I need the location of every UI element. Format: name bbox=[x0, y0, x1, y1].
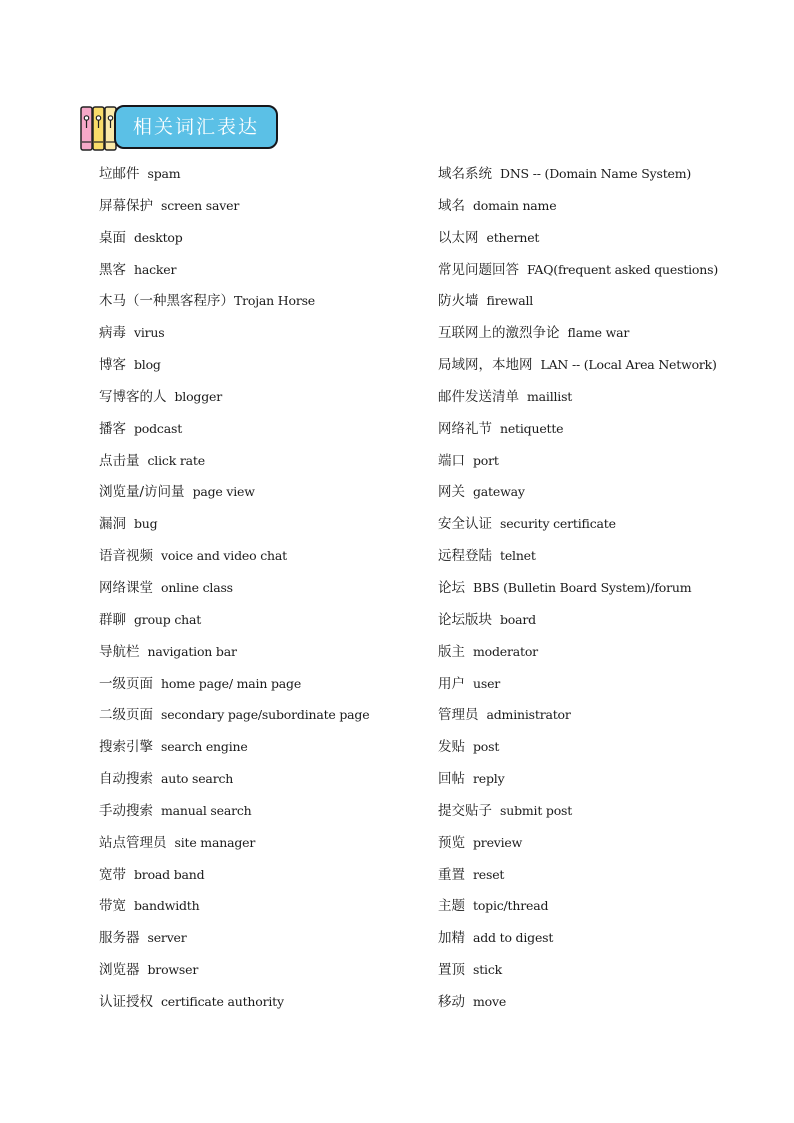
chinese-term: 语音视频 bbox=[99, 548, 153, 565]
chinese-term: 加精 bbox=[438, 930, 465, 947]
english-term: flame war bbox=[567, 325, 630, 341]
chinese-term: 一级页面 bbox=[99, 675, 153, 692]
vocab-row bbox=[438, 604, 768, 636]
vocab-row bbox=[99, 349, 429, 381]
chinese-term: 宽带 bbox=[99, 866, 126, 883]
english-term: broad band bbox=[134, 866, 205, 882]
english-term: secondary page/subordinate page bbox=[161, 707, 370, 723]
english-term: home page/ main page bbox=[161, 675, 302, 691]
vocab-row bbox=[99, 317, 429, 349]
english-term: telnet bbox=[500, 548, 536, 564]
chinese-term: 二级页面 bbox=[99, 707, 153, 724]
chinese-term: 局域网，本地网 bbox=[438, 357, 533, 374]
vocab-row bbox=[438, 445, 768, 477]
english-term: blog bbox=[134, 357, 161, 373]
vocab-row bbox=[438, 890, 768, 922]
chinese-term: 搜索引擎 bbox=[99, 739, 153, 756]
vocab-row bbox=[99, 636, 429, 668]
vocab-row bbox=[99, 508, 429, 540]
english-term: navigation bar bbox=[147, 643, 237, 659]
english-term: port bbox=[473, 452, 499, 468]
vocab-row bbox=[438, 508, 768, 540]
vocab-row bbox=[438, 572, 768, 604]
chinese-term: 防火墙 bbox=[438, 293, 479, 310]
english-term: bug bbox=[134, 516, 158, 532]
english-term: preview bbox=[473, 834, 523, 850]
vocab-row bbox=[99, 827, 429, 859]
english-term: browser bbox=[147, 962, 199, 978]
chinese-term: 置顶 bbox=[438, 962, 465, 979]
vocab-row bbox=[438, 381, 768, 413]
vocab-row bbox=[438, 254, 768, 286]
chinese-term: 网络礼节 bbox=[438, 420, 492, 437]
chinese-term: 回帖 bbox=[438, 771, 465, 788]
vocab-row bbox=[99, 699, 429, 731]
vocab-row bbox=[438, 954, 768, 986]
chinese-term: 预览 bbox=[438, 834, 465, 851]
vocab-row bbox=[99, 381, 429, 413]
vocab-row bbox=[99, 859, 429, 891]
vocab-row bbox=[99, 254, 429, 286]
english-term: administrator bbox=[486, 707, 571, 723]
chinese-term: 论坛 bbox=[438, 579, 465, 596]
chinese-term: 黑客 bbox=[99, 261, 126, 278]
english-term: add to digest bbox=[473, 930, 554, 946]
chinese-term: 移动 bbox=[438, 993, 465, 1010]
chinese-term: 桌面 bbox=[99, 229, 126, 246]
chinese-term: 服务器 bbox=[99, 930, 140, 947]
english-term: page view bbox=[192, 484, 255, 500]
chinese-term: 自动搜索 bbox=[99, 771, 153, 788]
english-term: hacker bbox=[134, 261, 177, 277]
chinese-term: 网络课堂 bbox=[99, 579, 153, 596]
chinese-term: 端口 bbox=[438, 452, 465, 469]
english-term: reset bbox=[473, 866, 505, 882]
vocab-row bbox=[99, 668, 429, 700]
section-header bbox=[80, 104, 280, 152]
vocab-row bbox=[438, 158, 768, 190]
english-term: auto search bbox=[161, 771, 234, 787]
english-term: user bbox=[473, 675, 501, 691]
vocab-row bbox=[99, 445, 429, 477]
chinese-term: 管理员 bbox=[438, 707, 479, 724]
english-term: ethernet bbox=[486, 229, 540, 245]
chinese-term: 常见问题回答 bbox=[438, 261, 519, 278]
chinese-term: 网关 bbox=[438, 484, 465, 501]
english-term: reply bbox=[473, 771, 505, 787]
chinese-term: 病毒 bbox=[99, 325, 126, 342]
chinese-term: 发贴 bbox=[438, 739, 465, 756]
chinese-term: 博客 bbox=[99, 357, 126, 374]
english-term: blogger bbox=[174, 388, 223, 404]
english-term: gateway bbox=[473, 484, 525, 500]
english-term: maillist bbox=[527, 388, 573, 404]
vocab-row bbox=[438, 222, 768, 254]
vocab-row bbox=[99, 413, 429, 445]
english-term: server bbox=[147, 930, 187, 946]
chinese-term: 写博客的人 bbox=[99, 388, 167, 405]
vocab-row bbox=[99, 285, 429, 317]
english-term: site manager bbox=[174, 834, 256, 850]
vocab-row bbox=[99, 954, 429, 986]
vocab-row bbox=[438, 859, 768, 891]
english-term: podcast bbox=[134, 420, 183, 436]
english-term: submit post bbox=[500, 802, 573, 818]
left-vocab-column bbox=[99, 158, 429, 1018]
chinese-term: 漏洞 bbox=[99, 516, 126, 533]
chinese-term: 版主 bbox=[438, 643, 465, 660]
chinese-term: 认证授权 bbox=[99, 993, 153, 1010]
chinese-term: 导航栏 bbox=[99, 643, 140, 660]
chinese-term: 播客 bbox=[99, 420, 126, 437]
vocab-row bbox=[438, 476, 768, 508]
chinese-term: 垃邮件 bbox=[99, 166, 140, 182]
chinese-term: 浏览量/访问量 bbox=[99, 484, 185, 501]
chinese-term: 域名系统 bbox=[438, 166, 492, 182]
vocab-row bbox=[438, 795, 768, 827]
english-term: post bbox=[473, 739, 500, 755]
chinese-term: 以太网 bbox=[438, 229, 479, 246]
english-term: security certificate bbox=[500, 516, 616, 532]
english-term: voice and video chat bbox=[161, 548, 287, 564]
chinese-term: 浏览器 bbox=[99, 962, 140, 979]
vocab-row bbox=[438, 827, 768, 859]
english-term: topic/thread bbox=[473, 898, 549, 914]
english-term: stick bbox=[473, 962, 503, 978]
vocab-row bbox=[438, 699, 768, 731]
english-term: screen saver bbox=[161, 197, 240, 213]
chinese-term: 群聊 bbox=[99, 611, 126, 628]
right-vocab-column bbox=[438, 158, 768, 1018]
english-term: desktop bbox=[134, 229, 183, 245]
vocab-row bbox=[438, 763, 768, 795]
chinese-term: 手动搜索 bbox=[99, 802, 153, 819]
english-term: LAN -- (Local Area Network) bbox=[540, 357, 717, 373]
chinese-term: 屏幕保护 bbox=[99, 197, 153, 214]
vocab-row bbox=[99, 986, 429, 1018]
chinese-term: 主题 bbox=[438, 898, 465, 915]
chinese-term: 用户 bbox=[438, 675, 465, 692]
english-term: BBS (Bulletin Board System)/forum bbox=[473, 579, 692, 595]
english-term: domain name bbox=[473, 197, 557, 213]
english-term: netiquette bbox=[500, 420, 564, 436]
chinese-term: 提交贴子 bbox=[438, 802, 492, 819]
vocab-row bbox=[438, 540, 768, 572]
title-badge bbox=[114, 105, 278, 149]
vocab-row bbox=[438, 636, 768, 668]
chinese-term: 安全认证 bbox=[438, 516, 492, 533]
chinese-term: 带宽 bbox=[99, 898, 126, 915]
vocab-row bbox=[99, 540, 429, 572]
vocab-row bbox=[99, 604, 429, 636]
section-title: 相关词汇表达 bbox=[132, 116, 259, 138]
vocab-row bbox=[99, 763, 429, 795]
vocab-row bbox=[438, 190, 768, 222]
vocab-row bbox=[99, 890, 429, 922]
vocab-row bbox=[99, 222, 429, 254]
chinese-term: 互联网上的激烈争论 bbox=[438, 325, 560, 342]
english-term: virus bbox=[134, 325, 165, 341]
chinese-term: 域名 bbox=[438, 197, 465, 214]
vocab-row bbox=[99, 922, 429, 954]
english-term: bandwidth bbox=[134, 898, 200, 914]
chinese-term: 木马（一种黑客程序） bbox=[99, 293, 234, 310]
chinese-term: 站点管理员 bbox=[99, 834, 167, 851]
vocab-row bbox=[438, 668, 768, 700]
english-term: Trojan Horse bbox=[234, 293, 316, 309]
vocab-row bbox=[99, 190, 429, 222]
english-term: move bbox=[473, 993, 507, 1009]
english-term: FAQ(frequent asked questions) bbox=[527, 261, 719, 277]
vocab-row bbox=[99, 731, 429, 763]
english-term: DNS -- (Domain Name System) bbox=[500, 166, 692, 181]
chinese-term: 重置 bbox=[438, 866, 465, 883]
chinese-term: 论坛版块 bbox=[438, 611, 492, 628]
english-term: board bbox=[500, 611, 536, 627]
vocab-row bbox=[438, 731, 768, 763]
english-term: spam bbox=[147, 166, 181, 181]
chinese-term: 点击量 bbox=[99, 452, 140, 469]
english-term: group chat bbox=[134, 611, 202, 627]
chinese-term: 邮件发送清单 bbox=[438, 388, 519, 405]
vocab-row bbox=[438, 349, 768, 381]
english-term: firewall bbox=[486, 293, 534, 309]
vocab-row bbox=[438, 317, 768, 349]
vocab-row bbox=[99, 476, 429, 508]
english-term: certificate authority bbox=[161, 993, 284, 1009]
vocab-row bbox=[438, 285, 768, 317]
vocab-row bbox=[99, 158, 429, 190]
vocab-row bbox=[438, 413, 768, 445]
english-term: moderator bbox=[473, 643, 538, 659]
chinese-term: 远程登陆 bbox=[438, 548, 492, 565]
vocab-row bbox=[99, 572, 429, 604]
vocab-row bbox=[438, 922, 768, 954]
english-term: click rate bbox=[147, 452, 205, 468]
english-term: online class bbox=[161, 579, 233, 595]
vocab-row bbox=[99, 795, 429, 827]
english-term: manual search bbox=[161, 802, 252, 818]
english-term: search engine bbox=[161, 739, 248, 755]
vocab-row bbox=[438, 986, 768, 1018]
